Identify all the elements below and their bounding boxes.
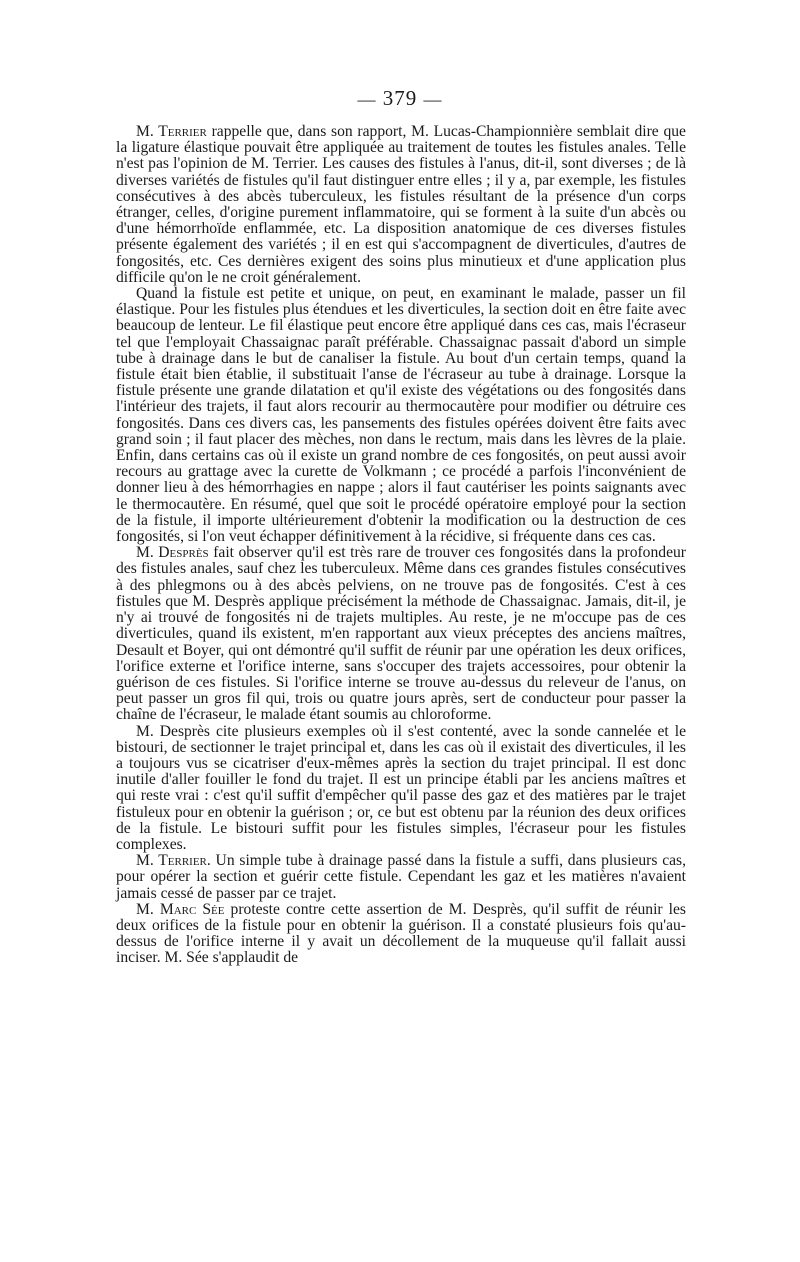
header-dash-right: — [423,89,443,110]
speaker-name: M. Marc Sée [136,900,225,918]
paragraph-despres-2 [116,724,686,854]
paragraph-text: proteste contre cette assertion de M. Desprès, qu'il suffit de réunir les deux orifices de la fistule pour en obtenir la guérison. Il a constaté plusieurs fois qu'au-dessus de l'orifice interne il y avait un décollement de la muqueuse qu'il fallait aussi inciser. M. Sée s'applaudit de [116,900,686,967]
speaker-name: M. Desprès [136,544,209,562]
speaker-name: M. Terrier [136,123,207,140]
page-number: 379 [382,86,418,110]
paragraph-terrier-1 [116,124,686,286]
page-header [0,86,800,111]
body-text [116,124,686,967]
paragraph-text: M. Desprès cite plusieurs exemples où il s'est contenté, avec la sonde cannelée et le bistouri, de sectionner le trajet principal et, dans les cas où il existait des diverticules, il les a toujours vus se cicatriser d'eux-mêmes après la section du trajet principal. Il est donc inutile d'aller fouiller le fond du trajet. Il est un principe établi par les anciens maîtres et qui reste vrai : c'est qu'il suffit d'empêcher qu'il passe des gaz et des matières par le trajet fistuleux pour en obtenir la guérison ; or, ce but est obtenu par la réunion des deux orifices de la fistule. Le bistouri suffit pour les fistules simples, l'écraseur pour les fistules complexes. [116,722,686,853]
paragraph-despres-1 [116,545,686,723]
paragraph-text: rappelle que, dans son rapport, M. Lucas-Championnière semblait dire que la ligature élastique pouvait être appliquée au traitement de toutes les fistules anales. Telle n'est pas l'opinion de M. Terrier. Les causes des fistules à l'anus, dit-il, sont diverses ; de là diverses variétés de fistules qu'il faut distinguer entre elles ; il y a, par exemple, les fistules consécutives à des abcès tuberculeux, les fistules résultant de la présence d'un corps étranger, celles, d'origine purement inflammatoire, qui se forment à la suite d'un abcès ou d'une hémorrhoïde enflammée, etc. La disposition anatomique de ces diverses fistules présente également des variétés ; il en est qui s'accompagnent de diverticules, d'autres de fongosités, etc. Ces dernières exigent des soins plus minutieux et d'une application plus difficile qu'on le ne croit généralement. [116,123,686,286]
paragraph-fistule-treatment [116,286,686,545]
speaker-name: M. Terrier. [136,852,211,870]
paragraph-text: fait observer qu'il est très rare de trouver ces fongosités dans la profondeur des fistules anales, sauf chez les tuberculeux. Même dans ces grandes fistules consécutives à des phlegmons ou à des abcès pelviens, on ne trouve pas de fongosités. C'est à ces fistules que M. Desprès applique précisément la méthode de Chassaignac. Jamais, dit-il, je n'y ai trouvé de fongosités ni de trajets multiples. Au reste, je ne m'occupe pas de ces diverticules, quand ils existent, m'en rapportant aux vieux préceptes des anciens maîtres, Desault et Boyer, qui ont démontré qu'il suffit de réunir par une opération les deux orifices, l'orifice externe et l'orifice interne, sans s'occuper des trajets accessoires, pour obtenir la guérison de ces fistules. Si l'orifice interne se trouve au-dessus du releveur de l'anus, on peut passer un gros fil qui, trois ou quatre jours après, sert de conducteur pour passer la chaîne de l'écraseur, le malade étant soumis au chloroforme. [116,544,686,724]
paragraph-text: Quand la fistule est petite et unique, on peut, en examinant le malade, passer un fil élastique. Pour les fistules plus étendues et les diverticules, la section doit en être faite avec beaucoup de lenteur. Le fil élastique peut encore être appliqué dans ces cas, mais l'écraseur tel que l'employait Chassaignac paraît préférable. Chassaignac passait d'abord un simple tube à drainage dans le but de canaliser la fistule. Au bout d'un certain temps, quand la fistule était bien établie, il substituait l'anse de l'écraseur au tube à drainage. Lorsque la fistule présente une grande dilatation et qu'il existe des végétations ou des fongosités dans l'intérieur des trajets, il faut alors recourir au thermocautère pour modifier ou détruire ces fongosités. Dans ces divers cas, les pansements des fistules opérées doivent être faits avec grand soin ; il faut placer des mèches, non dans le rectum, mais dans les lèvres de la plaie. Enfin, dans certains cas où il existe un grand nombre de ces fongosités, on peut aussi avoir recours au grattage avec la curette de Volkmann ; ce procédé a parfois l'inconvénient de donner lieu à des hémorrhagies en nappe ; alors il faut cautériser les points saignants avec le thermocautère. En résumé, quel que soit le procédé opératoire employé pour la section de la fistule, il importe ultérieurement d'obtenir la modification ou la destruction de ces fongosités, si l'on veut échapper définitivement à la récidive, si fréquente dans ces cas. [116,285,686,546]
paragraph-terrier-2 [116,853,686,902]
header-dash-left: — [357,89,377,110]
paragraph-marc-see [116,902,686,967]
paragraph-text: Un simple tube à drainage passé dans la fistule a suffi, dans plusieurs cas, pour opérer la section et guérir cette fistule. Cependant les gaz et les matières n'avaient jamais cessé de passer par ce trajet. [116,852,687,902]
